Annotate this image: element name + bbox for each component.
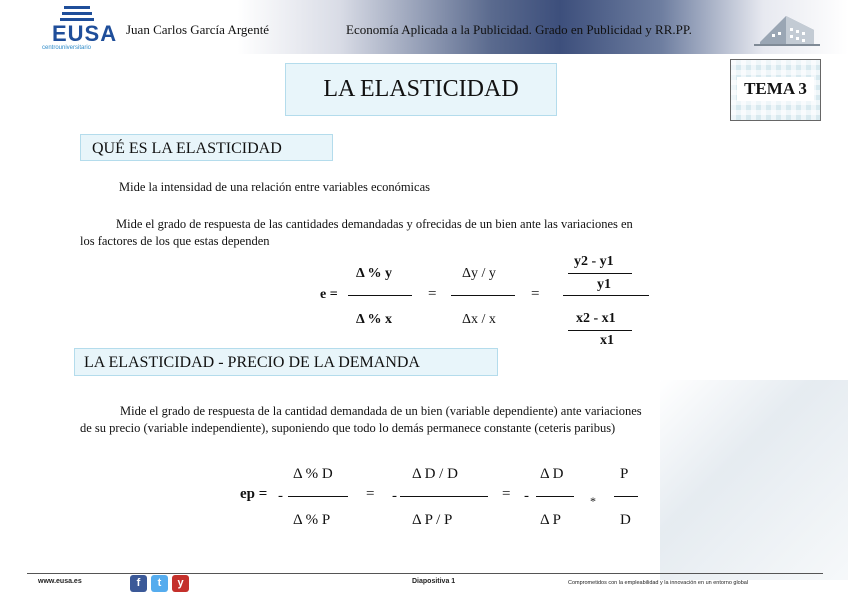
eusa-logo: EUSA xyxy=(52,21,118,46)
background-watermark xyxy=(660,380,848,580)
footer-tagline: Comprometidos con la empleabilidad y la innovación en un entorno global xyxy=(568,580,749,586)
course-title: Economía Aplicada a la Publicidad. Grado en Publicidad y RR.PP. xyxy=(346,22,692,37)
formula1-y-diff: y2 - y1 xyxy=(574,254,614,269)
formula2-f4-num: P xyxy=(620,466,629,482)
formula1-x-diff: x2 - x1 xyxy=(576,311,616,326)
fraction-bar xyxy=(614,496,638,497)
formula1-x1: x1 xyxy=(600,333,614,348)
fraction-bar xyxy=(451,295,515,296)
formula2-times: * xyxy=(590,494,596,508)
formula1-eq: = xyxy=(428,286,437,302)
formula2-f4-den: D xyxy=(620,512,631,528)
formula1-eq2: = xyxy=(531,286,540,302)
fraction-bar xyxy=(568,273,632,274)
formula1-frac1-den: Δ % x xyxy=(356,312,393,327)
author-name: Juan Carlos García Argenté xyxy=(126,22,270,37)
youtube-icon[interactable]: y xyxy=(172,575,189,592)
formula2-lhs: ep = xyxy=(240,486,268,502)
fraction-bar xyxy=(288,496,348,497)
footer-website[interactable]: www.eusa.es xyxy=(38,578,82,585)
formula2-minus: - xyxy=(392,488,397,504)
formula2-f3-num: Δ D xyxy=(540,466,564,482)
paragraph-price-line2: de su precio (variable independiente), suponiendo que todo lo demás permanece constante (ceteris paribus) xyxy=(80,421,616,435)
formula1-frac2-num: Δy / y xyxy=(462,266,496,281)
formula1-lhs: e = xyxy=(320,287,338,302)
formula2-f2-num: Δ D / D xyxy=(412,466,458,482)
fraction-bar xyxy=(563,295,649,296)
section-heading-precio-demanda: LA ELASTICIDAD - PRECIO DE LA DEMANDA xyxy=(74,348,498,376)
formula2-f2-den: Δ P / P xyxy=(412,512,453,528)
formula1-frac1-num: Δ % y xyxy=(356,266,393,281)
slide-title: LA ELASTICIDAD xyxy=(285,63,557,116)
formula2-minus: - xyxy=(524,488,529,504)
formula2-minus: - xyxy=(278,488,283,504)
fraction-bar xyxy=(536,496,574,497)
formula2-f1-den: Δ % P xyxy=(293,512,331,528)
paragraph-response-line2: los factores de los que estas dependen xyxy=(80,234,270,248)
twitter-icon[interactable]: t xyxy=(151,575,168,592)
eusa-logo-sub: centrouniversitario xyxy=(42,45,92,51)
section-heading-elasticidad: QUÉ ES LA ELASTICIDAD xyxy=(80,134,333,161)
paragraph-definition: Mide la intensidad de una relación entre variables económicas xyxy=(119,180,430,194)
formula2-eq: = xyxy=(502,486,511,502)
formula2-eq: = xyxy=(366,486,375,502)
building-icon xyxy=(752,8,822,48)
tema-badge xyxy=(730,59,821,121)
social-icons xyxy=(130,575,189,592)
formula1-frac2-den: Δx / x xyxy=(462,312,496,327)
tema-label: TEMA 3 xyxy=(737,77,814,101)
facebook-icon[interactable]: f xyxy=(130,575,147,592)
footer-slide-number: Diapositiva 1 xyxy=(412,578,456,585)
formula2-f1-num: Δ % D xyxy=(293,466,333,482)
formula2-f3-den: Δ P xyxy=(540,512,561,528)
formula1-y1: y1 xyxy=(597,277,611,292)
fraction-bar xyxy=(568,330,632,331)
paragraph-price-line1: Mide el grado de respuesta de la cantidad demandada de un bien (variable dependiente) ante variaciones xyxy=(120,404,642,418)
paragraph-response-line1: Mide el grado de respuesta de las cantidades demandadas y ofrecidas de un bien ante las variaciones en xyxy=(116,217,633,231)
footer-divider xyxy=(27,573,823,574)
fraction-bar xyxy=(400,496,488,497)
fraction-bar xyxy=(348,295,412,296)
